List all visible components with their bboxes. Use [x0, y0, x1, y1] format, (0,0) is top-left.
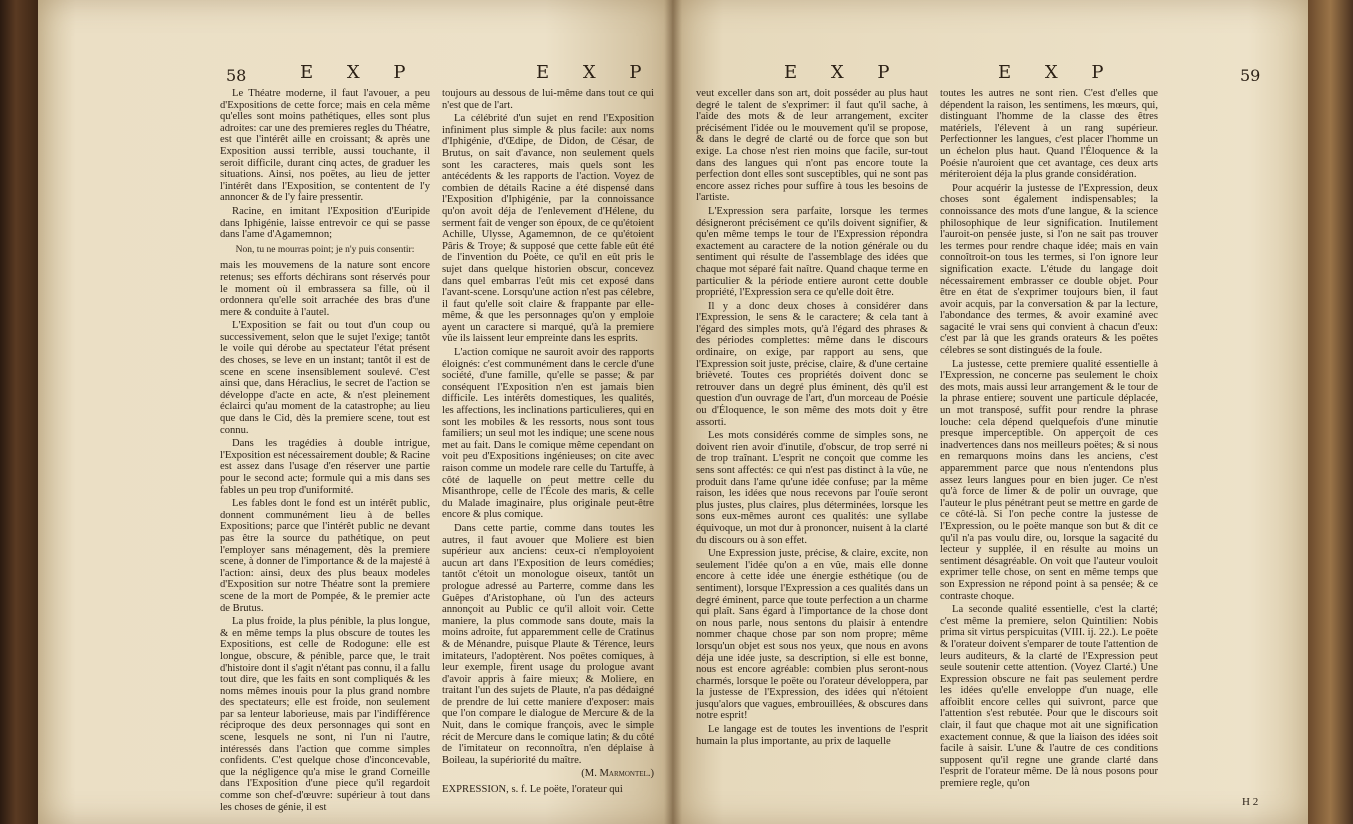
paragraph: La justesse, cette premiere qualité essentielle à l'Expression, ne concerne pas seulement le choix des mots, mais aussi leur arrangement & le tour de la phrase entiere; souvent une particule déplacée, un mot transposé, suffit pour rendre la phrase louche: cela dépend quelquefois d'une minutie presque imperceptible. On apperçoit de ces inadvertences dans nos meilleurs poëtes; & si nous en remarquons moins dans les anciens, c'est apparemment parce que nous n'entendons plus assez leurs langues pour en bien juger. Ce n'est qu'à force de limer & de polir un ouvrage, que l'auteur le plus pénétrant peut se mettre en garde de ce côté-là. Si l'on peche contre la justesse de l'Expression, ou le poëte manque son but & dit ce qu'il n'a pas voulu dire, ou, lorsque la sagacité du lecteur y supplée, il en résulte au moins un sentiment désagréable. On voit que l'auteur vouloit exprimer telle chose, on sent en même temps que son Expression ne répond point à sa pensée; & ce contraste choque. [940, 358, 1158, 602]
paragraph: toujours au dessous de lui-même dans tout ce qui n'est que de l'art. [442, 88, 654, 111]
book-edge-right [1308, 0, 1353, 824]
paragraph: La seconde qualité essentielle, c'est la clarté; c'est même la premiere, selon Quintilien: Nobis prima sit virtus perspicuitas (VIII. ij. 22.). Le poëte & l'orateur doivent s'emparer de toute l'attention de leurs auditeurs, & la clarté de l'Expression peut seule soutenir cette attention. (Voyez Clarté.) Une Expression obscure ne fait pas seulement perdre les idées qu'elle enveloppe d'un nuage, elle affoiblit encore celles qui suivront, parce que l'attention s'est rebutée. Pour que le discours soit clair, il faut que chaque mot ait une signification exactement connue, & que la liaison des idées soit facile à saisir. L'une & l'autre de ces conditions supposent qu'il regne une grande clarté dans l'esprit de l'orateur même. De là nous posons pour premiere regle, qu'on [940, 604, 1158, 790]
left-column-1 [220, 88, 430, 813]
right-running-head-2: E X P [998, 62, 1118, 83]
paragraph: La célébrité d'un sujet en rend l'Exposition infiniment plus simple & plus facile: aux noms d'Iphigénie, d'Œdipe, de Didon, de César, de Brutus, on sait d'avance, non seulement quels sont les caracteres, mais quels sont les antécédents & les rapports de l'action. Voyez de combien de détails Racine a été dispensé dans l'Exposition d'Iphigénie, par la connoissance qu'on avoit déja de l'enlevement d'Hélene, du serment fait de venger son époux, de ce qu'étoient Achille, Ulysse, Agamemnon, de ce qu'étoient Pâris & Troye; & supposé que cette fable eût été de l'invention du Poëte, ce qu'il en eût pris le sujet dans quelque historien obscur, concevez dans quel embarras l'eût mis cet exposé dans l'avant-scene. Lorsqu'une action n'est pas célebre, il faut qu'elle soit claire & frappante par elle-même, & que les personnages qu'on y emploie ayent un caractere si marqué, qu'à la premiere vûe ils laissent leur empreinte dans les esprits. [442, 113, 654, 345]
paragraph: Le Théatre moderne, il faut l'avouer, a peu d'Expositions de cette force; mais en cela même qu'elles sont moins pathétiques, elles sont plus adroites: car une des premieres regles du Théatre, est que l'intérêt aille en croissant; & après une Exposition aussi terrible, aussi touchante, il seroit difficile, durant cinq actes, de graduer les situations. Ainsi, nos poëtes, au lieu de jetter l'intérêt dans l'Exposition, se contentent de l'y annoncer & de l'y faire pressentir. [220, 88, 430, 204]
right-page-number: 59 [1240, 66, 1261, 85]
paragraph: toutes les autres ne sont rien. C'est d'elles que dépendent la raison, les sentimens, les mœurs, qui, distinguant l'homme de la classe des êtres matériels, l'élevent à un rang supérieur. Perfectionner les langues, c'est placer l'homme un un échelon plus haut. Quand l'Éloquence & la Poésie n'auroient que cet avantage, ces deux arts mériteroient déja la plus grande considération. [940, 88, 1158, 181]
paragraph: L'Exposition se fait ou tout d'un coup ou successivement, selon que le sujet l'exige; tantôt le voile qui dérobe au spectateur l'état présent des choses, se leve en un instant; tantôt il est de scene en scene insensiblement soulevé. C'est ainsi que, dans Héraclius, le secret de l'action se développe d'acte en acte, & n'est pleinement éclairci qu'au moment de la catastrophe; au lieu que dans le Cid, dès la premiere scene, tout est connu. [220, 320, 430, 436]
left-page-number: 58 [226, 66, 247, 85]
paragraph: mais les mouvemens de la nature sont encore retenus; ses efforts déchirans sont réservés pour le moment où il embrassera sa fille, où il ordonnera qu'elle soit arrachée des bras d'une mere & conduite à l'autel. [220, 260, 430, 318]
paragraph: L'Expression sera parfaite, lorsque les termes désigneront précisément ce qu'ils doivent signifier, & qu'en même temps le tour de l'Expression répondra exactement au caractere de la notion générale ou du sentiment qui résulte de l'assemblage des idées que chaque mot séparé fait naître. Quand chaque terme en particulier & la période entiere auront cette double propriété, l'Expression sera ce qu'elle doit être. [696, 205, 928, 299]
paragraph: Dans les tragédies à double intrigue, l'Exposition est nécessairement double; & Racine est assez dans l'usage d'en réserver une partie pour le second acte; formule qui a mis dans ses fables un peu trop d'uniformité. [220, 438, 430, 496]
left-running-head-1: E X P [300, 62, 420, 83]
right-column-2 [940, 88, 1158, 792]
author-signature: (M. Marmontel.) [581, 768, 654, 780]
paragraph: Les mots considérés comme de simples sons, ne doivent rien avoir d'inutile, d'obscur, de trop serré ni de trop traînant. L'esprit ne conçoit que comme les sens sont affectés: ce qui n'est pas distinct à la vûe, ne produit dans l'ame qu'une idée confuse; par la même raison, les idées que nous recevons par l'ouïe seront plus justes, plus claires, plus déterminées, lorsque les sons eux-mêmes auront ces qualités: une syllabe équivoque, un mot dur à prononcer, nuisent à la clarté du discours ou à son effet. [696, 430, 928, 546]
paragraph: La plus froide, la plus pénible, la plus longue, & en même temps la plus obscure de toutes les Expositions, est celle de Rodogune: elle est longue, obscure, & pénible, parce que, le trait d'histoire dont il s'agit n'étant pas connu, il a fallu tout dire, que les faits en sont compliqués & les noms mêmes inouis pour la plus grand nombre des spectateurs; elle est froide, non seulement par sa lenteur laborieuse, mais par l'indifférence réciproque des deux personnages qui sont en scene, lesquels ne sont, ni l'un ni l'autre, intéressés dans l'action que comme simples confidents. C'est quelque chose d'inconcevable, que la négligence qu'a mise le grand Corneille dans l'Exposition d'une piece qu'il regardoit comme son chef-d'œuvre: supérieur à tout dans les choses de génie, il est [220, 616, 430, 813]
paragraph: Il y a donc deux choses à considérer dans l'Expression, le sens & le caractere; & cela tant à l'égard des simples mots, qu'à l'égard des phrases & des périodes complettes: même dans le discours ordinaire, on exige, par rapport au sens, que l'Expression soit juste, précise, claire, & d'une certaine brièveté. Toutes ces propriétés doivent donc se retrouver dans un degré plus éminent, dès qu'il est question d'un ouvrage de l'art, d'un morceau de Poésie ou d'Éloquence, le son même des mots doit y être assorti. [696, 300, 928, 428]
signature-mark: H 2 [1242, 796, 1259, 808]
verse-quote: Non, tu ne mourras point; je n'y puis consentir: [235, 244, 415, 255]
left-column-2 [442, 88, 654, 808]
paragraph: Une Expression juste, précise, & claire, excite, non seulement l'idée qu'on a en vûe, mais elle donne encore à cette idée une énergie esthétique (ou de sentiment), lorsque l'Expression a ces qualités dans un degré éminent, parce que toute perfection a un charme qui plaît. Sans égard à l'importance de la chose dont on nous parle, nous sentons du plaisir à entendre nommer chaque chose par son nom propre; même lorsqu'un objet est sous nos yeux, que nous en avons déja une idée juste, sa description, si elle est bonne, nous est encore agréable: combien plus seront-nous charmés, lorsque le poëte ou l'orateur développera, par la justesse de l'Expression, des idées qui n'étoient jusqu'alors que vagues, embrouillées, & obscures dans notre esprit! [696, 548, 928, 722]
paragraph: L'action comique ne sauroit avoir des rapports éloignés: c'est communément dans le cercle d'une société, d'une famille, qu'elle se passe; & par conséquent l'Exposition n'en est jamais bien difficile. Les intérêts domestiques, les qualités, les affections, les inclinations particulieres, qui en sont les mobiles & les ressorts, nous sont tous familiers; un seul mot les indique; une scene nous met au fait. Dans le comique même cependant on voit peu d'Expositions ingénieuses; on cite avec raison comme un modele rare celle du Tartuffe, à côté de laquelle on peut mettre celle du Misanthrope, celle de l'École des maris, & celle du Malade imaginaire, plus originale peut-être encore & plus comique. [442, 347, 654, 521]
left-running-head-2: E X P [536, 62, 656, 83]
right-running-head-1: E X P [784, 62, 904, 83]
book-edge-left [0, 0, 40, 824]
paragraph: Pour acquérir la justesse de l'Expression, deux choses sont également indispensables; la connoissance des mots d'une langue, & la science philosophique de leur signification. Inutilement l'auroit-on pensée juste, si l'on ne sait pas trouver les termes pour rendre chaque idée; mais en vain connoîtroit-on tous les termes, si l'on ignore leur signification exacte. L'étude du langage doit nécessairement embrasser ce double objet. Pour être en état de s'exprimer toujours bien, il faut avoir acquis, par la conversation & par la lecture, l'abondance des termes, & avoir examiné avec sagacité le vrai sens qui convient à chacun d'eux: c'est par là que les grands orateurs & les poëtes célebres se sont distingués de la foule. [940, 182, 1158, 357]
paragraph: veut exceller dans son art, doit posséder au plus haut degré le talent de s'exprimer: il faut qu'il sache, à l'aide des mots & de leur arrangement, exciter précisément l'idée ou le mouvement qu'il se propose, & dans le degré de clarté ou de force que son but exige. La chose n'est rien moins que facile, sur-tout dans des langues qui n'ont pas encore toute la perfection dont elles sont susceptibles, qui ne sont pas encore assez riches pour suffire à tous les besoins de l'artiste. [696, 88, 928, 204]
book-gutter [664, 0, 682, 824]
right-column-1 [696, 88, 928, 808]
left-page [38, 0, 672, 824]
right-page [672, 0, 1312, 824]
paragraph: Dans cette partie, comme dans toutes les autres, il faut avouer que Moliere est bien supérieur aux anciens: ceux-ci n'employoient aucun art dans l'Exposition de leurs comédies; tantôt c'étoit un monologue oiseux, tantôt un prologue adressé au Parterre, comme dans les Guêpes d'Aristophane, où l'un des acteurs annonçoit au Public ce qu'il alloit voir. Cette maniere, la plus commode sans doute, mais la moins adroite, fut apparemment celle de Cratinus & de Ménandre, puisque Plaute & Térence, leurs imitateurs, l'adoptèrent. Nos poëtes comiques, à leur exemple, firent usage du prologue avant d'avoir appris à faire mieux; & Moliere, en traitant l'un des sujets de Plaute, n'a pas dédaigné de prendre de lui cette maniere d'exposer: mais que l'on compare le dialogue de Mercure & de la Nuit, dans le comique françois, avec le simple récit de Mercure dans le comique latin; & du côté de l'imitateur on reconnoîtra, n'en déplaise à Boileau, la supériorité du maître. [442, 522, 654, 766]
paragraph: Le langage est de toutes les inventions de l'esprit humain la plus importante, au prix de laquelle [696, 724, 928, 747]
paragraph: Les fables dont le fond est un intérêt public, donnent communément lieu à de belles Expositions; parce que l'intérêt public ne devant pas être la source du pathétique, on peut l'employer sans ménagement, dès la premiere scene, à donner de l'importance & de la majesté à l'action: ainsi, deux des plus beaux modeles d'Exposition sur notre Théatre sont la premiere scene de la mort de Pompée, & le premier acte de Brutus. [220, 498, 430, 614]
entry-headword: EXPRESSION, s. f. Le poëte, l'orateur qui [442, 784, 623, 796]
paragraph: Racine, en imitant l'Exposition d'Euripide dans Iphigénie, laisse entrevoir ce qui se passe dans l'ame d'Agamemnon; [220, 205, 430, 241]
